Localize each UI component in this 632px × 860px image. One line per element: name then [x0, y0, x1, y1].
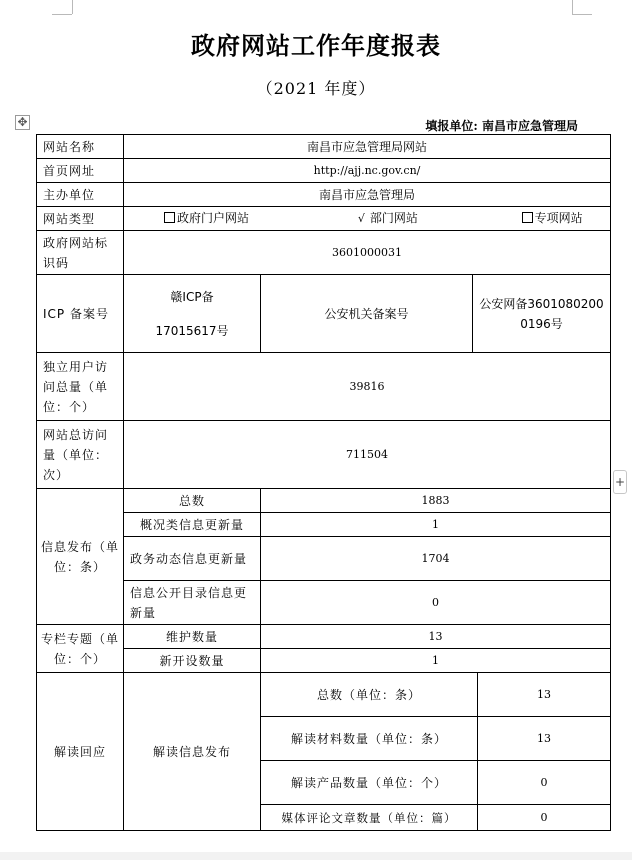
interpretation-item-value: 13 — [478, 673, 611, 717]
interpretation-item-label: 解读产品数量（单位：个） — [261, 761, 478, 805]
interpretation-sub-label: 解读信息发布 — [124, 673, 261, 831]
icp-value — [124, 275, 261, 353]
table-row — [37, 231, 611, 275]
table-row — [37, 159, 611, 183]
interpretation-item-value: 0 — [478, 805, 611, 831]
table-row — [37, 673, 611, 717]
table-row — [37, 649, 611, 673]
interpretation-label: 解读回应 — [37, 673, 124, 831]
interpretation-item-value: 0 — [478, 761, 611, 805]
interpretation-item-label: 总数（单位：条） — [261, 673, 478, 717]
table-row — [37, 275, 611, 353]
info-release-item-label: 政务动态信息更新量 — [124, 537, 261, 581]
columns-item-value: 1 — [261, 649, 611, 673]
site-id-value: 3601000031 — [124, 231, 611, 275]
interpretation-item-value: 13 — [478, 717, 611, 761]
site-id-label: 政府网站标识码 — [37, 231, 124, 275]
table-row — [37, 135, 611, 159]
unique-visitors-label: 独立用户访问总量（单位：个） — [37, 353, 124, 421]
site-name-label: 网站名称 — [37, 135, 124, 159]
add-column-plus-icon[interactable]: + — [613, 470, 627, 494]
info-release-item-label: 信息公开目录信息更新量 — [124, 581, 261, 625]
police-record-label: 公安机关备案号 — [261, 275, 473, 353]
info-release-item-label: 概况类信息更新量 — [124, 513, 261, 537]
table-row — [37, 513, 611, 537]
page-corner-mark — [72, 0, 73, 14]
page-corner-mark — [572, 0, 592, 15]
site-type-options — [124, 207, 611, 231]
icp-number: 17015617号 — [155, 323, 229, 338]
unique-visitors-value: 39816 — [124, 353, 611, 421]
table-row — [37, 183, 611, 207]
info-release-item-value: 0 — [261, 581, 611, 625]
homepage-label: 首页网址 — [37, 159, 124, 183]
page-corner-mark — [52, 0, 72, 15]
info-release-item-value: 1 — [261, 513, 611, 537]
report-year: （2021 年度） — [256, 79, 376, 98]
reporting-unit: 填报单位: 南昌市应急管理局 — [425, 119, 578, 133]
info-release-label: 信息发布（单位：条） — [37, 489, 124, 625]
option-department[interactable]: √ 部门网站 — [358, 208, 498, 229]
info-release-item-label: 总数 — [124, 489, 261, 513]
sponsor-label: 主办单位 — [37, 183, 124, 207]
interpretation-item-label: 解读材料数量（单位：条） — [261, 717, 478, 761]
info-release-item-value: 1883 — [261, 489, 611, 513]
table-row — [37, 207, 611, 231]
interpretation-item-label: 媒体评论文章数量（单位：篇） — [261, 805, 478, 831]
page-corner-mark — [572, 0, 573, 14]
columns-item-value: 13 — [261, 625, 611, 649]
table-move-handle-icon[interactable]: ✥ — [15, 115, 30, 130]
table-row — [37, 537, 611, 581]
report-table — [36, 134, 611, 831]
police-record-value: 公安网备36010802000196号 — [473, 275, 611, 353]
total-visits-label: 网站总访问量（单位：次） — [37, 421, 124, 489]
icp-label: ICP 备案号 — [37, 275, 124, 353]
checkbox-icon[interactable] — [522, 212, 533, 223]
site-name-value: 南昌市应急管理局网站 — [124, 135, 611, 159]
table-row — [37, 489, 611, 513]
table-row — [37, 421, 611, 489]
table-row — [37, 625, 611, 649]
checkbox-icon[interactable] — [164, 212, 175, 223]
document-bottom-edge — [0, 852, 632, 860]
table-row — [37, 581, 611, 625]
columns-label: 专栏专题（单位：个） — [37, 625, 124, 673]
homepage-value: http://ajj.nc.gov.cn/ — [124, 159, 611, 183]
option-special[interactable]: 专项网站 — [522, 208, 583, 228]
table-row — [37, 353, 611, 421]
icp-prefix: 赣ICP备 — [170, 289, 214, 304]
info-release-item-value: 1704 — [261, 537, 611, 581]
columns-item-label: 维护数量 — [124, 625, 261, 649]
site-type-label: 网站类型 — [37, 207, 124, 231]
sponsor-value: 南昌市应急管理局 — [124, 183, 611, 207]
columns-item-label: 新开设数量 — [124, 649, 261, 673]
checkmark-icon[interactable]: √ — [357, 212, 365, 225]
total-visits-value: 711504 — [124, 421, 611, 489]
report-title: 政府网站工作年度报表 — [191, 31, 441, 60]
option-portal[interactable]: 政府门户网站 — [164, 208, 314, 228]
